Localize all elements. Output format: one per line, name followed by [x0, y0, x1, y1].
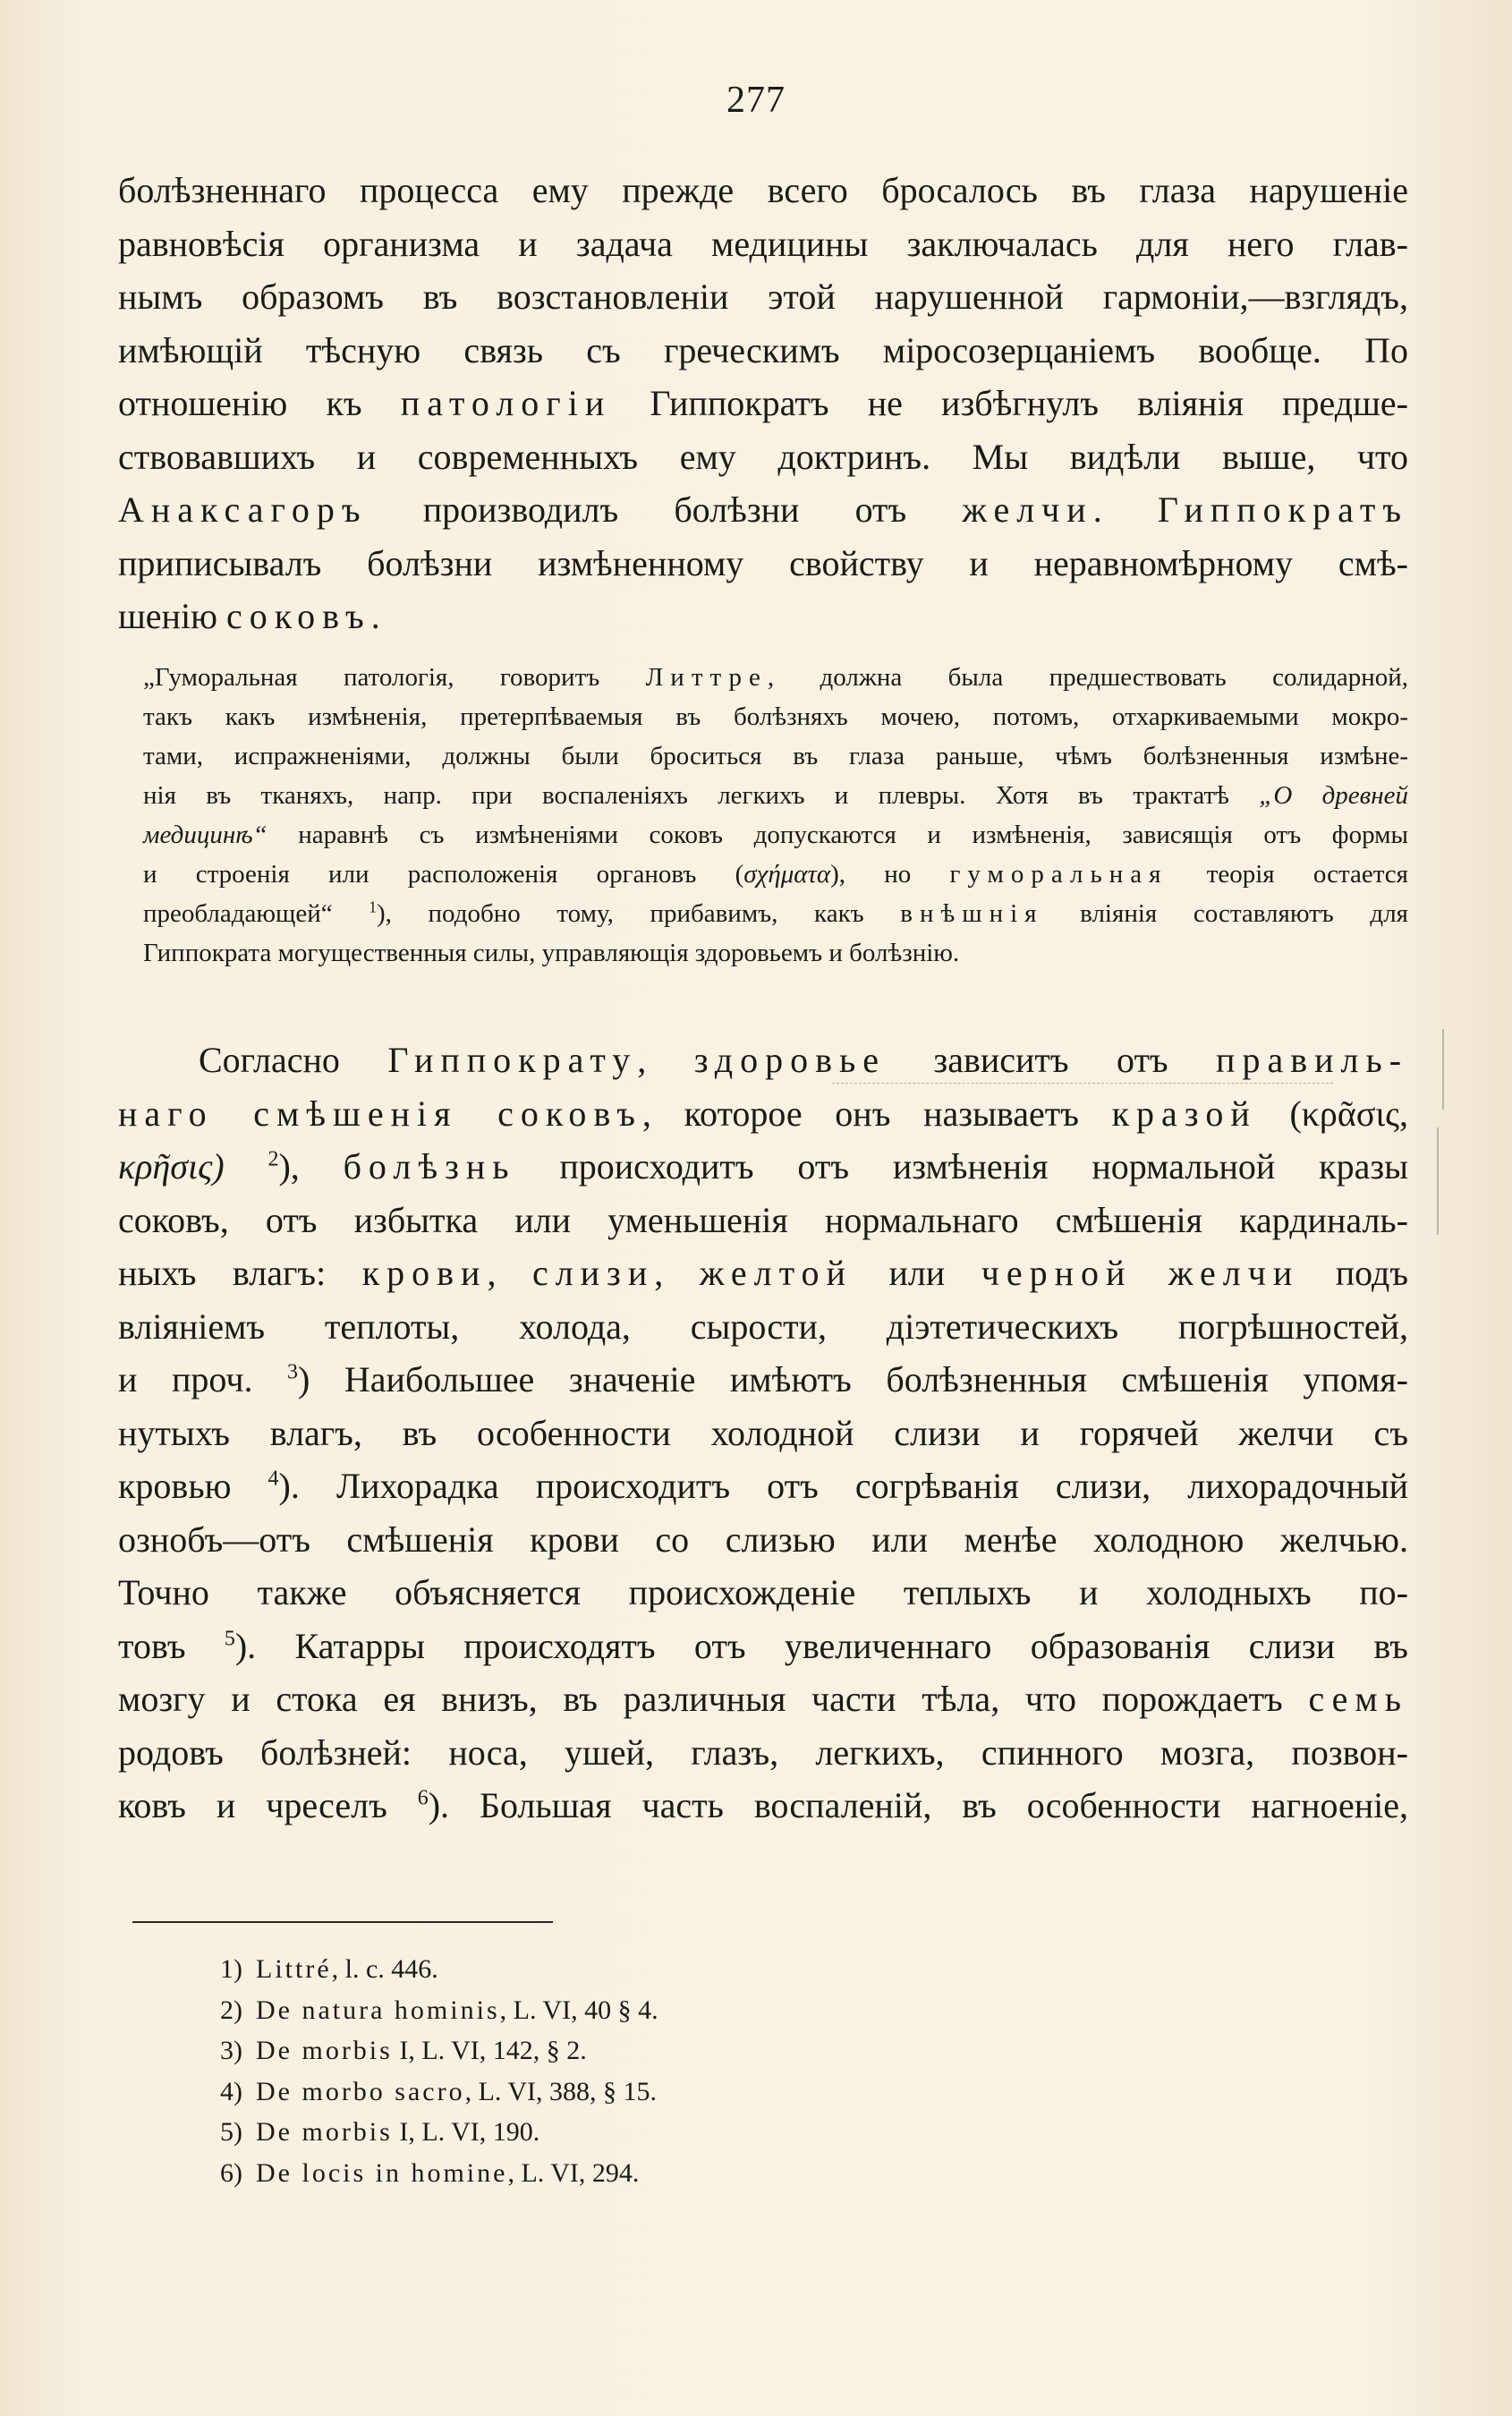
footnote-ref: 5 [224, 1627, 235, 1651]
footnote-work: Littré [256, 1954, 332, 1984]
footnote-work: De natura hominis [256, 1995, 500, 2025]
spaced-term: наго смѣшенія соковъ [118, 1093, 642, 1134]
footnote: 1) Littré, l. c. 446. [220, 1954, 438, 1984]
spaced-term: Литтре [645, 663, 768, 692]
italic-title: медицинѣ“ [143, 821, 268, 849]
footnote: 4) De morbo sacro, L. VI, 388, § 15. [220, 2076, 658, 2106]
text-line: наго смѣшенія соковъ, которое онъ называетъ кразой (κρᾶσις, [118, 1093, 1409, 1134]
footnote-separator [132, 1921, 553, 1923]
text-line: имѣющій тѣсную связь съ греческимъ міросозерцаніемъ вообще. По [118, 329, 1408, 370]
footnote: 6) De locis in homine, L. VI, 294. [220, 2157, 640, 2188]
text-line: нымъ образомъ въ возстановленіи этой нарушенной гармоніи,—взглядъ, [118, 276, 1408, 317]
quote-line: тами, испражненіями, должны были броситься въ глаза раньше, чѣмъ болѣзненныя измѣне- [143, 742, 1408, 770]
footnote-work: De locis in homine [256, 2157, 508, 2188]
footnote-ref: 6 [417, 1786, 429, 1810]
footnote: 5) De morbis I, L. VI, 190. [220, 2117, 540, 2147]
footnote: 3) De morbis I, L. VI, 142, § 2. [220, 2036, 587, 2065]
spaced-term: болѣзнь [343, 1146, 516, 1187]
text-line: родовъ болѣзней: носа, ушей, глазъ, легкихъ, спинного мозга, позвон- [118, 1731, 1408, 1773]
text-line: равновѣсія организма и задача медицины заключалась для него глав- [118, 223, 1408, 264]
page-number: 277 [726, 80, 786, 121]
paragraph-2 [118, 1034, 1408, 1833]
quote-line: и строенія или расположенія органовъ (σχήματα), но гуморальная теорія остается [143, 860, 1408, 889]
text-line: Точно также объясняется происхожденіе теплыхъ и холодныхъ по- [118, 1572, 1408, 1612]
text-line: нутыхъ влагъ, въ особенности холодной слизи и горячей желчи съ [118, 1412, 1408, 1453]
spaced-term: Анаксагоръ [118, 489, 368, 530]
spaced-term: соковъ [225, 596, 371, 636]
quotation-block [143, 658, 1408, 973]
text-line: Анаксагоръ производилъ болѣзни отъ желчи. Гиппократъ [118, 489, 1408, 530]
quote-line: нія въ тканяхъ, напр. при воспаленіяхъ легкихъ и плевры. Хотя въ трактатѣ „О древней [143, 781, 1408, 810]
spaced-term: правиль- [1216, 1040, 1409, 1080]
pencil-underline [832, 1083, 1333, 1085]
spaced-term: кразой [1111, 1093, 1257, 1134]
text-line: товъ $^5$). Катарры происходятъ отъ увеличеннаго образованія слизи въ [118, 1625, 1408, 1666]
text-line: кровью $^4$). Лихорадка происходитъ отъ согрѣванія слизи, лихорадочный [118, 1466, 1408, 1506]
text-line: шенію соковъ. [118, 596, 380, 636]
text-line: ныхъ влагъ: крови, слизи, желтой или черной желчи подъ [118, 1253, 1409, 1293]
footnote-work: De morbo sacro [256, 2076, 465, 2106]
text-line: ковъ и чреселъ $^6$). Большая часть воспаленій, въ особенности нагноеніе, [118, 1785, 1408, 1825]
spaced-term: желчи [962, 489, 1093, 530]
text-line: κρῆσις) $^2$), болѣзнь происходитъ отъ измѣненія нормальной кразы [118, 1146, 1408, 1187]
spaced-term: Гиппократу [387, 1040, 638, 1080]
quote-line: преобладающей“ $^1$), подобно тому, прибавимъ, какъ внѣшнія вліянія составляютъ для [143, 897, 1409, 928]
spaced-term: семь [1308, 1679, 1408, 1719]
footnote-ref: 1 [369, 897, 377, 916]
spaced-term: внѣшнія [900, 899, 1044, 928]
text-line: приписывалъ болѣзни измѣненному свойству и неравномѣрному смѣ- [118, 542, 1408, 583]
text-line: вліяніемъ теплоты, холода, сырости, діэтетическихъ погрѣшностей, [118, 1306, 1408, 1347]
margin-pencil-mark [1437, 1127, 1439, 1235]
greek-term: σχήματα [743, 860, 831, 889]
text-line: ознобъ—отъ смѣшенія крови со слизью или менѣе холодною желчью. [118, 1519, 1408, 1560]
spaced-term: здоровье [693, 1040, 886, 1080]
text-line: и проч. $^3$) Наибольшее значеніе имѣютъ болѣзненныя смѣшенія упомя- [118, 1359, 1408, 1399]
quote-line: медицинѣ“ наравнѣ съ измѣненіями соковъ допускаются и измѣненія, зависящія отъ формы [143, 821, 1408, 849]
text-line: мозгу и стока ея внизъ, въ различныя части тѣла, что порождаетъ семь [118, 1679, 1408, 1719]
footnote-ref: 3 [287, 1360, 299, 1384]
text-line: Согласно Гиппократу, здоровье зависитъ отъ правиль- [199, 1040, 1409, 1080]
spaced-term: патологіи [400, 383, 612, 423]
spaced-term: Гиппократъ [1157, 489, 1408, 530]
text-line: соковъ, отъ избытка или уменьшенія нормальнаго смѣшенія кардиналь- [118, 1199, 1408, 1240]
footnotes [220, 1949, 1025, 2193]
quote-line: Гиппократа могущественныя силы, управляющія здоровьемъ и болѣзнію. [143, 939, 960, 967]
quote-line: „Гуморальная патологія, говоритъ Литтре, должна была предшествовать солидарной, [143, 663, 1408, 692]
quote-line: такъ какъ измѣненія, претерпѣваемыя въ болѣзняхъ мочею, потомъ, отхаркиваемыми мокро- [143, 702, 1408, 731]
text-line: отношенію къ патологіи Гиппократъ не избѣгнулъ вліянія предше- [118, 383, 1408, 423]
footnote-ref: 2 [268, 1147, 279, 1171]
text-line: ствовавшихъ и современныхъ ему доктринъ. Мы видѣли выше, что [118, 436, 1408, 477]
paragraph-1 [118, 164, 1408, 643]
footnote-work: De morbis [256, 2036, 393, 2065]
spaced-term: гуморальная [949, 860, 1168, 889]
italic-title: „О древней [1259, 781, 1408, 810]
text-line: болѣзненнаго процесса ему прежде всего бросалось въ глаза нарушеніе [118, 170, 1408, 210]
footnote-work: De morbis [256, 2117, 393, 2147]
margin-pencil-mark [1442, 1029, 1444, 1110]
footnote-ref: 4 [268, 1467, 279, 1491]
footnote: 2) De natura hominis, L. VI, 40 § 4. [220, 1995, 658, 2025]
